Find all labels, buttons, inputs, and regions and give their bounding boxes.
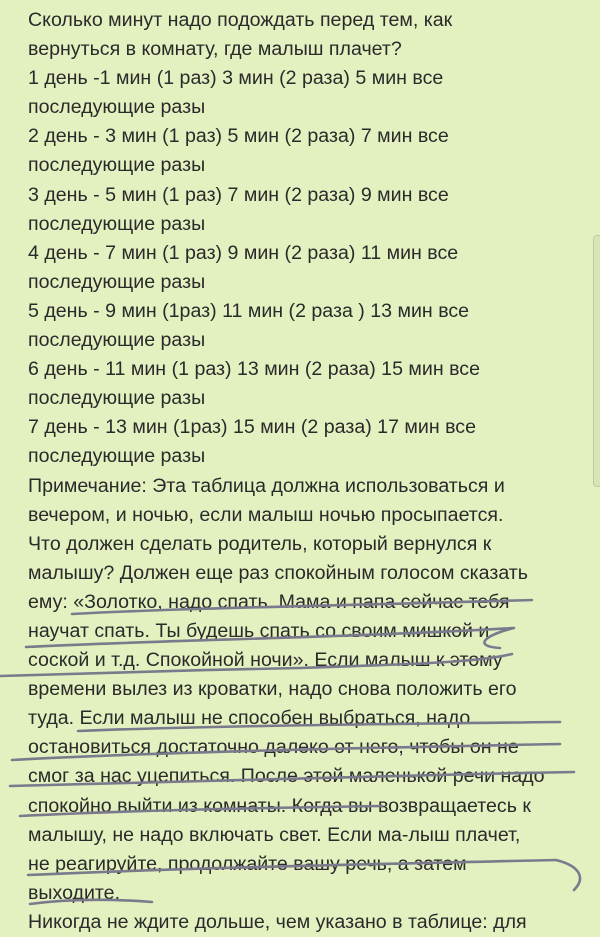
text-line: последующие разы [28,329,206,352]
text-line: научат спать. Ты будешь спать со своим мишкой и [28,619,490,642]
text-line: 4 день - 7 мин (1 раз) 9 мин (2 раза) 11 мин все [28,241,459,264]
text-line: 6 день - 11 мин (1 раз) 13 мин (2 раза) 15 мин все [28,358,480,381]
text-line: последующие разы [28,445,206,468]
text-line: туда. Если малыш не способен выбраться, надо [28,707,471,730]
text-line: 5 день - 9 мин (1раз) 11 мин (2 раза ) 13 мин все [28,299,470,322]
text-line: смог за нас уцепиться. После этой маленькой речи надо [28,765,545,788]
text-line: не реагируйте, продолжайте вашу речь, а затем [28,852,467,875]
text-line: времени вылез из кроватки, надо снова положить его [28,678,517,701]
text-line: Что должен сделать родитель, который вернулся к [28,532,492,555]
text-line: 7 день - 13 мин (1раз) 15 мин (2 раза) 17 мин все [28,416,476,439]
text-line: Никогда не ждите дольше, чем указано в таблице: для [28,910,527,933]
text-line: 1 день -1 мин (1 раз) 3 мин (2 раза) 5 мин все [28,67,444,90]
text-line: Сколько минут надо подождать перед тем, как [28,9,453,31]
text-line: выходите. [28,881,121,904]
text-line: последующие разы [28,212,206,235]
text-line: малышу? Должен еще раз спокойным голосом сказать [28,561,528,584]
note-text [28,6,593,937]
text-line: ему: «Золотко, надо спать. Мама и папа сейчас тебя [28,590,510,613]
text-line: последующие разы [28,387,206,410]
text-line: 2 день - 3 мин (1 раз) 5 мин (2 раза) 7 мин все [28,125,449,148]
text-line: спокойно выйти из комнаты. Когда вы возвращаетесь к [28,794,531,817]
text-line: соской и т.д. Спокойной ночи». Если малыш к этому [28,649,503,672]
text-line: последующие разы [28,96,206,119]
text-line: вернуться в комнату, где малыш плачет? [28,38,402,61]
text-line: последующие разы [28,154,206,177]
text-line: остановиться достаточно далеко от него, чтобы он не [28,736,519,759]
text-line: вечером, и ночью, если малыш ночью просыпается. [28,503,504,526]
text-line: 3 день - 5 мин (1 раз) 7 мин (2 раза) 9 мин все [28,183,449,206]
text-line: Примечание: Эта таблица должна использоваться и [28,474,505,497]
text-line: последующие разы [28,270,206,293]
scrollbar-handle[interactable] [593,235,600,487]
text-line: малышу, не надо включать свет. Если ма-лыш плачет, [28,823,521,846]
